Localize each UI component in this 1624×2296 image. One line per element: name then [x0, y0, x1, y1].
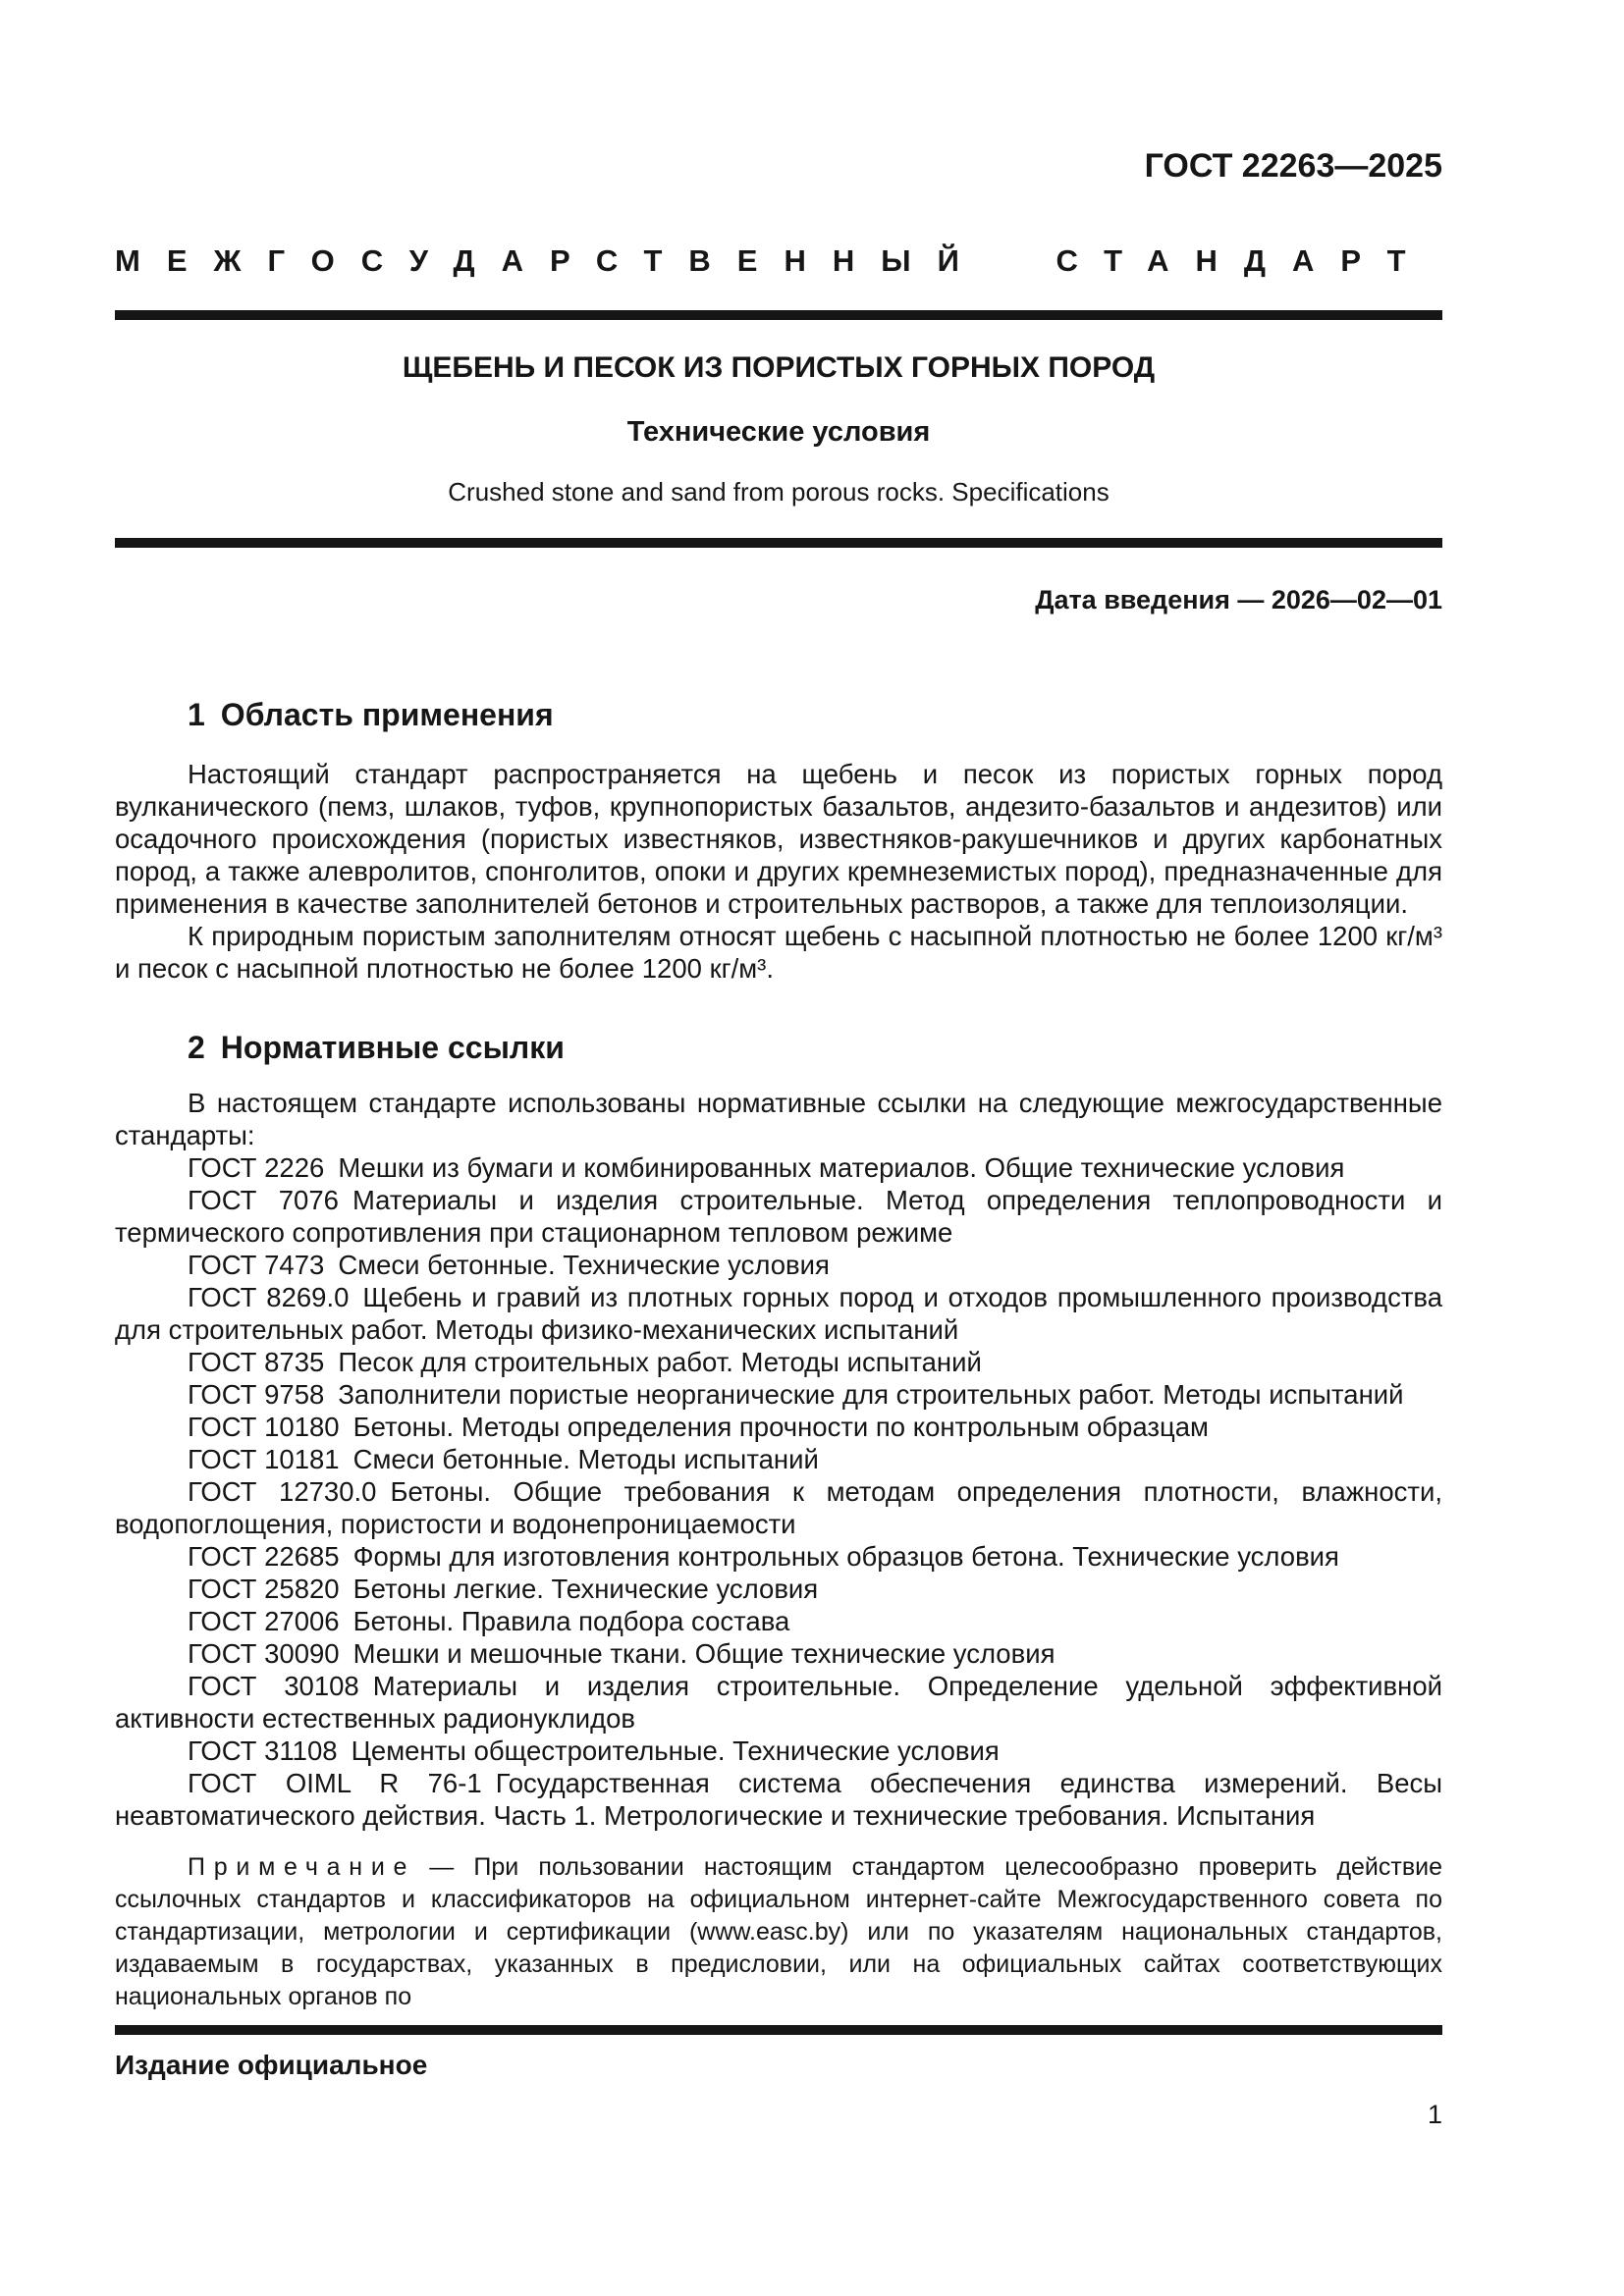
title-rule	[115, 538, 1442, 548]
reference-code: ГОСТ 7473	[188, 1250, 325, 1280]
reference-code: ГОСТ 30090	[188, 1638, 340, 1669]
reference-title: Материалы и изделия строительные. Метод определения теплопроводности и термического сопротивления при стационарном тепловом режиме	[115, 1185, 1442, 1248]
reference-title: Бетоны. Методы определения прочности по контрольным образцам	[352, 1412, 1209, 1442]
reference-code: ГОСТ 2226	[188, 1152, 325, 1183]
reference-item	[115, 1151, 1442, 1184]
reference-item	[115, 1540, 1442, 1573]
note-paragraph	[115, 1851, 1442, 2013]
reference-code: ГОСТ 10180	[188, 1412, 340, 1442]
top-rule	[115, 310, 1442, 320]
reference-title: Бетоны легкие. Технические условия	[352, 1574, 819, 1604]
reference-item	[115, 1346, 1442, 1378]
reference-item	[115, 1378, 1442, 1411]
doc-number: ГОСТ 22263—2025	[1144, 147, 1442, 185]
reference-code: ГОСТ 9758	[188, 1379, 325, 1410]
section-1-heading	[115, 695, 1442, 734]
reference-title: Материалы и изделия строительные. Определение удельной эффективной активности естественных радионуклидов	[115, 1671, 1442, 1734]
title-english: Crushed stone and sand from porous rocks. Specifications	[448, 477, 1110, 507]
footer-rule	[115, 2025, 1442, 2035]
section-1-title: Область применения	[220, 697, 554, 732]
reference-title: Цементы общестроительные. Технические условия	[351, 1735, 1000, 1766]
reference-item	[115, 1573, 1442, 1605]
reference-item	[115, 1184, 1442, 1249]
reference-code: ГОСТ 8735	[188, 1347, 325, 1377]
reference-code: ГОСТ 31108	[188, 1735, 338, 1766]
reference-title: Смеси бетонные. Технические условия	[338, 1250, 830, 1280]
reference-item	[115, 1605, 1442, 1637]
reference-code: ГОСТ 7076	[188, 1185, 339, 1215]
reference-code: ГОСТ OIML R 76-1	[188, 1768, 482, 1798]
reference-item	[115, 1767, 1442, 1832]
page-content	[115, 0, 1442, 2129]
reference-code: ГОСТ 25820	[188, 1574, 340, 1604]
section-2-title: Нормативные ссылки	[220, 1030, 565, 1065]
reference-item	[115, 1281, 1442, 1346]
section-1-number: 1	[188, 697, 205, 732]
note-text: — При пользовании настоящим стандартом целесообразно проверить действие ссылочных стандартов и классификаторов на официальном интернет-сайте Межгосударственного совета по стандартизации, метрологии и сертификации (www.easc.by) или по указателям национальных стандартов, издаваемым в государствах, указанных в предисловии, или на официальных сайтах соответствующих национальных органов по	[115, 1853, 1442, 2010]
effective-date: Дата введения — 2026—02—01	[1035, 585, 1442, 614]
references-intro: В настоящем стандарте использованы нормативные ссылки на следующие межгосударственные стандарты:	[115, 1088, 1442, 1150]
scope-paragraph-2: К природным пористым заполнителям относят щебень с насыпной плотностью не более 1200 кг/м³ и песок с насыпной плотностью не более 1200 кг/м³.	[115, 921, 1442, 984]
reference-title: Заполнители пористые неорганические для строительных работ. Методы испытаний	[338, 1379, 1404, 1410]
reference-title: Бетоны. Общие требования к методам определения плотности, влажности, водопоглощения, пористости и водонепроницаемости	[115, 1476, 1443, 1539]
scope-paragraph-1: Настоящий стандарт распространяется на щебень и песок из пористых горных пород вулканического (пемз, шлаков, туфов, крупнопористых базальтов, андезито-базальтов и андезитов) или осадочного происхождения (пористых известняков, известняков-ракушечников и других карбонатных пород, а также алевролитов, спонголитов, опоки и других кремнеземистых пород), предназначенные для применения в качестве заполнителей бетонов и строительных растворов, а также для теплоизоляции.	[115, 759, 1442, 919]
standard-type-banner: МЕЖГОСУДАРСТВЕННЫЙ СТАНДАРТ	[115, 243, 1433, 278]
reference-title: Бетоны. Правила подбора состава	[352, 1606, 790, 1636]
reference-title: Смеси бетонные. Методы испытаний	[352, 1444, 819, 1474]
reference-item	[115, 1475, 1442, 1540]
reference-item	[115, 1249, 1442, 1281]
reference-item	[115, 1411, 1442, 1443]
edition-note: Издание официальное	[115, 2050, 428, 2080]
reference-title: Формы для изготовления контрольных образцов бетона. Технические условия	[352, 1541, 1339, 1572]
reference-title: Песок для строительных работ. Методы испытаний	[338, 1347, 982, 1377]
section-2-number: 2	[188, 1030, 205, 1065]
reference-item	[115, 1670, 1442, 1735]
note-label: Примечание	[188, 1853, 416, 1881]
reference-code: ГОСТ 8269.0	[188, 1282, 350, 1312]
reference-title: Мешки из бумаги и комбинированных материалов. Общие технические условия	[338, 1152, 1345, 1183]
reference-code: ГОСТ 12730.0	[188, 1476, 377, 1507]
title-russian: ЩЕБЕНЬ И ПЕСОК ИЗ ПОРИСТЫХ ГОРНЫХ ПОРОД	[402, 351, 1156, 384]
reference-item	[115, 1735, 1442, 1767]
page-number: 1	[1427, 2100, 1442, 2129]
reference-code: ГОСТ 10181	[188, 1444, 340, 1474]
reference-item	[115, 1443, 1442, 1475]
reference-item	[115, 1637, 1442, 1670]
reference-title: Мешки и мешочные ткани. Общие технические условия	[352, 1638, 1056, 1669]
reference-code: ГОСТ 27006	[188, 1606, 340, 1636]
reference-title: Щебень и гравий из плотных горных пород и отходов промышленного производства для строительных работ. Методы физико-механических испытаний	[115, 1282, 1443, 1345]
reference-title: Государственная система обеспечения единства измерений. Весы неавтоматического действия. Часть 1. Метрологические и технические требования. Испытания	[115, 1768, 1443, 1831]
reference-code: ГОСТ 30108	[188, 1671, 359, 1701]
section-2-heading	[115, 1028, 1442, 1067]
subtitle-russian: Технические условия	[626, 416, 931, 448]
reference-code: ГОСТ 22685	[188, 1541, 340, 1572]
